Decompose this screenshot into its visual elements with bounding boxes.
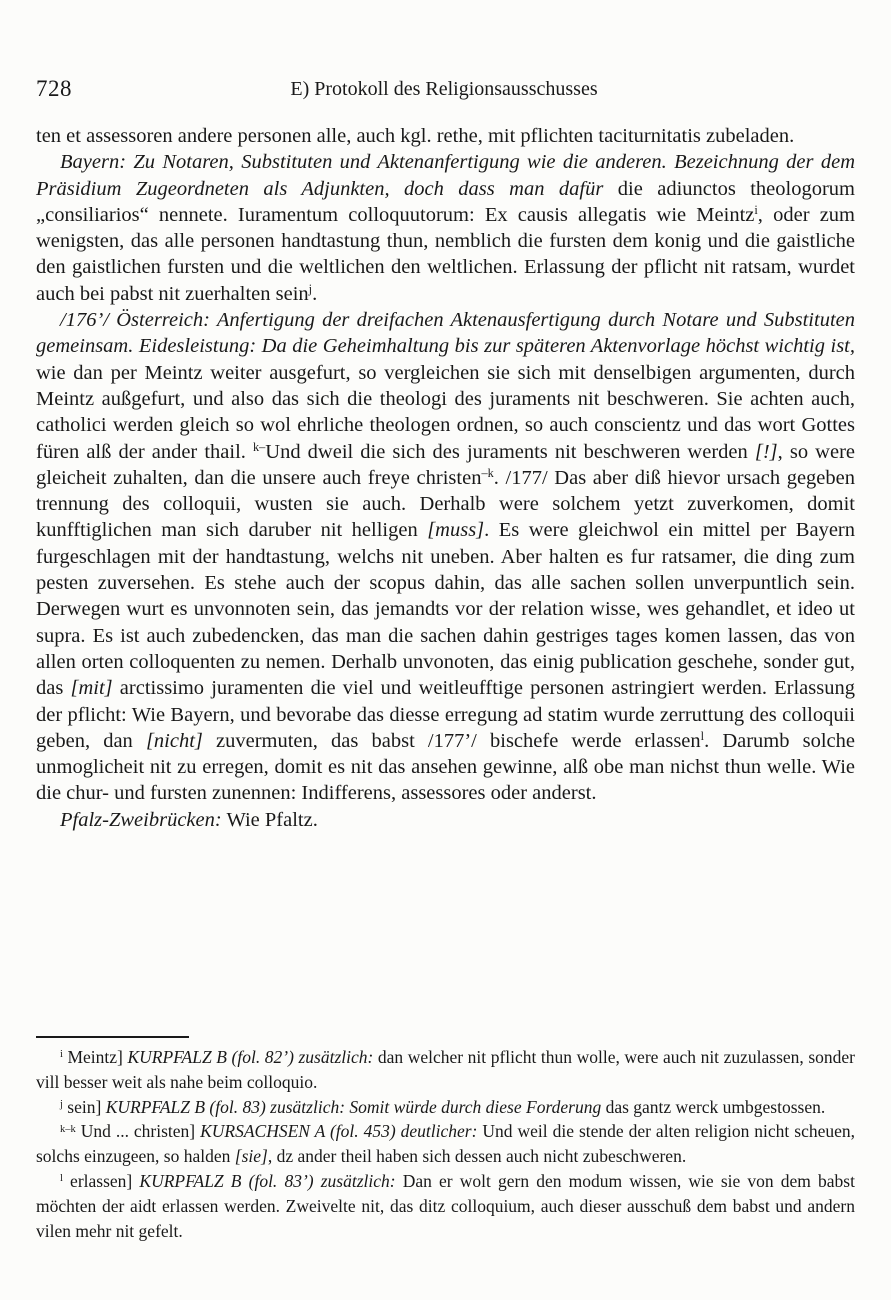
page-number: 728 <box>36 76 72 101</box>
running-head-title: E) Protokoll des Religionsausschusses <box>290 78 598 100</box>
running-header <box>36 76 852 106</box>
footnote: $^j$ sein] KURPFALZ B (fol. 83) zusätzlich: Somit würde durch diese Forderung das gantz werck umbgestossen. <box>60 1096 826 1117</box>
footnote: $^l$ erlassen] KURPFALZ B (fol. 83’) zusätzlich: Dan er wolt gern den modum wissen, wie sie von dem babst möchten der aidt erlassen werden. Zweivelte nit, das ditz colloquium, auch dieser ausschuß dem babst und andern vilen mehr nit gefelt. <box>36 1170 855 1241</box>
footnote: $^i$ Meintz] KURPFALZ B (fol. 82’) zusätzlich: dan welcher nit pflicht thun wolle, were auch nit zuzulassen, sonder vill besser weit als nahe beim colloquio. <box>36 1047 855 1092</box>
footnotes-section <box>36 1036 855 1243</box>
footnote-separator-rule <box>36 1036 189 1038</box>
body-paragraph: ten et assessoren andere personen alle, auch kgl. rethe, mit pflichten taciturnitatis zubeladen. <box>36 125 795 147</box>
body-paragraph: Bayern: Zu Notaren, Substituten und Aktenanfertigung wie die anderen. Bezeichnung der dem Präsidium Zugeordneten als Adjunkten, doch dass man dafür die adiunctos theologorum „consiliarios“ nennete. Iuramentum colloquutorum: Ex causis allegatis wie Meintz$^i$, oder zum wenigsten, das alle personen handtastung thun, nemblich die fursten dem konig und die gaistliche den gaistlichen fursten und die weltlichen den weltlichen. Erlassung der pflicht nit ratsam, wurdet auch bei pabst nit zuerhalten sein$^j$. <box>36 151 855 305</box>
footnote: $^{k-k}$ Und ... christen] KURSACHSEN A (fol. 453) deutlicher: Und weil die stende der alten religion nicht scheuen, solchs einzugeen, so halden [sie], dz ander theil haben sich dessen auch nicht zubeschweren. <box>36 1121 855 1167</box>
body-paragraph: Pfalz-Zweibrücken: Wie Pfaltz. <box>60 808 318 831</box>
main-text-block <box>36 123 855 833</box>
body-paragraph: /176’/ Österreich: Anfertigung der dreifachen Aktenausfertigung durch Notare und Substituten gemeinsam. Eidesleistung: Da die Geheimhaltung bis zur späteren Aktenvorlage höchst wichtig ist, wie dan per Meintz weiter ausgefurt, so vergleichen sie sich mit denselbigen argumenten, durch Meintz außgefurt, und also das sich die theologi des juraments nit beschweren. Sie achten auch, catholici werden gleich so wol ehrliche theologen ordnen, so auch conscientz und das wort Gottes füren alß der ander thail. $^{k-}$Und dweil die sich des juraments nit beschweren werden [!], so were gleicheit zuhalten, dan die unsere auch freye christen$^{-k}$. /177/ Das aber diß hievor ursach gegeben trennung des colloquii, wusten sie auch. Derhalb were solchem yetzt zuverkomen, domit kunfftiglichen man sich daruber nit helligen [muss]. Es were gleichwol ein mittel per Bayern furgeschlagen mit der handtastung, welchs nit uneben. Aber halten es fur ratsamer, die ding zum pesten zuversehen. Es stehe auch der scopus dahin, das alle sachen sollen unverpuntlich sein. Derwegen wurt es unvonnoten sein, das jemandts vor der relation wisse, wes gehandlet, et ideo ut supra. Es ist auch zubedencken, das man die sachen dahin gestriges tages komen lassen, das von allen orten colloquenten zu nemen. Derhalb unvonoten, das einig publication geschehe, sonder gut, das [mit] arctissimo juramenten die viel und weitleufftige personen astringiert werden. Erlassung der pflicht: Wie Bayern, und bevorabe das diesse erregung ad statim wurde zerruttung des colloquii geben, dan [nicht] zuvermuten, das babst /177’/ bischefe werde erlassen$^l$. Darumb solche unmoglicheit nit zu erregen, domit es nit das ansehen gewinne, alß obe man nichst thun welle. Wie die chur- und fursten zunennen: Indifferens, assessores oder anderst. <box>36 309 856 805</box>
